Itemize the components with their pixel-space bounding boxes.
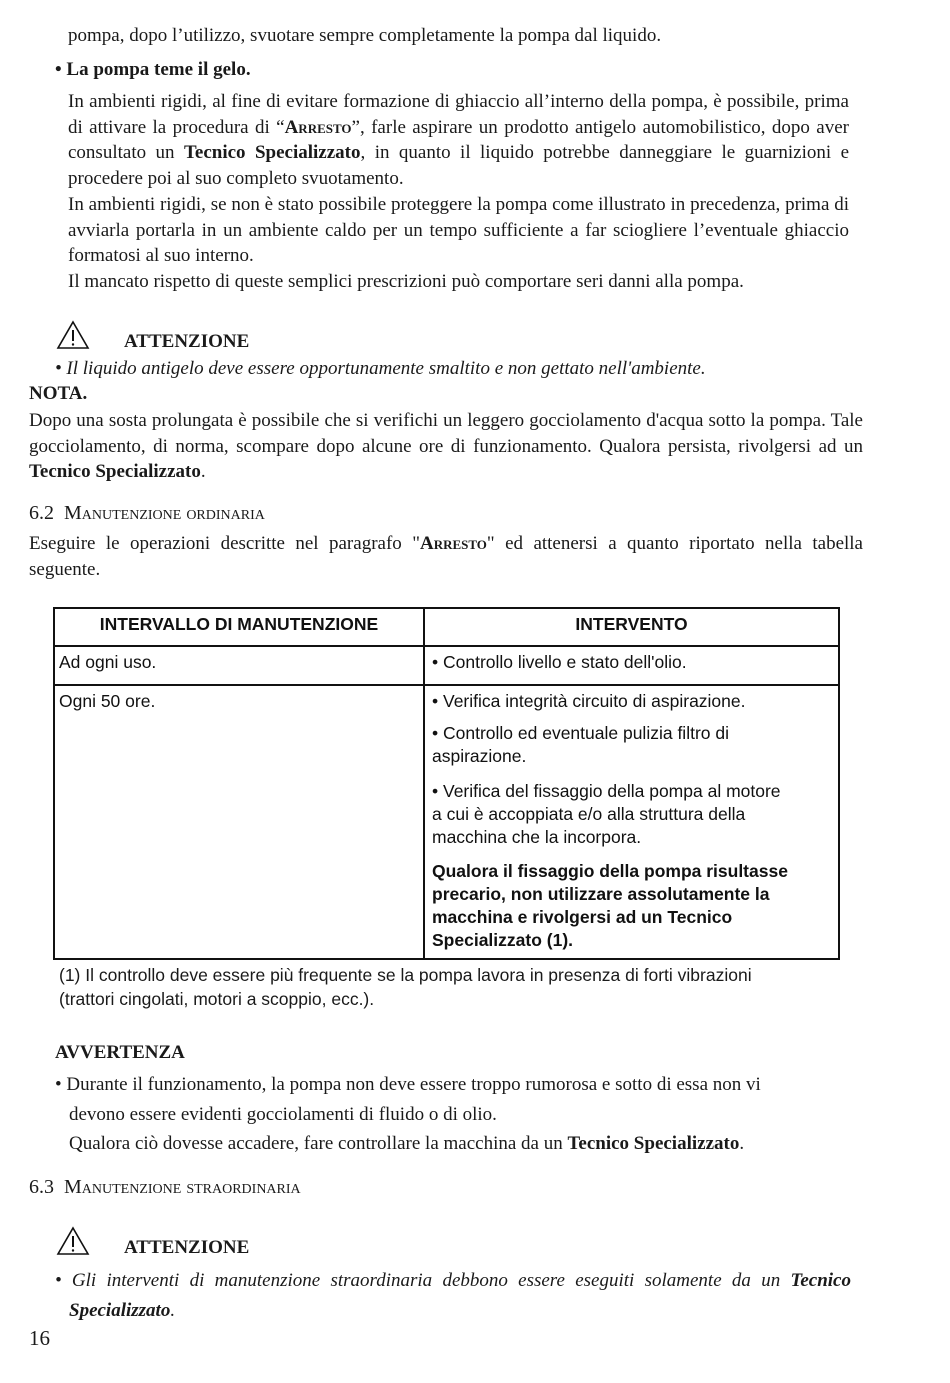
warning-line1: Qualora il fissaggio della pompa risultasse — [432, 861, 788, 881]
section-title: Manutenzione ordinaria — [64, 502, 265, 524]
att2-specializzato: Specializzato — [69, 1299, 171, 1321]
intro-paragraph-2: In ambienti rigidi, se non è stato possibile proteggere la pompa come illustrato in precedenza, prima di avviarla portarla in un ambiente caldo per un tempo sufficiente a far sciogliere l’eventuale ghiaccio formatosi al suo interno. — [68, 194, 849, 267]
warning-line3: macchina e rivolgersi ad un Tecnico — [432, 907, 733, 927]
att2-text-b: . — [170, 1299, 176, 1321]
section-6-3-heading — [29, 1176, 301, 1199]
avvertenza-line3-b: . — [739, 1133, 745, 1154]
section-title: Manutenzione straordinaria — [64, 1176, 301, 1198]
table-cell-row1-intervento: • Controllo livello e stato dell'olio. — [432, 652, 687, 672]
table-cell-row2-item1: • Verifica integrità circuito di aspirazione. — [432, 691, 746, 711]
section-number: 6.2 — [29, 502, 54, 524]
table-cell-row2-interval: Ogni 50 ore. — [59, 691, 156, 711]
avvertenza-line3-a: Qualora ciò dovesse accadere, fare controllare la macchina da un — [69, 1133, 568, 1154]
bullet-title: • La pompa teme il gelo. — [55, 59, 251, 80]
warning-triangle-icon — [56, 1226, 90, 1256]
att2-tecnico: Tecnico — [790, 1270, 851, 1291]
item3-line1: • Verifica del fissaggio della pompa al motore — [432, 781, 781, 801]
avvertenza-tecnico: Tecnico Specializzato — [567, 1133, 740, 1154]
avvertenza-title: AVVERTENZA — [55, 1042, 185, 1063]
p1-arresto: Arresto — [284, 116, 352, 138]
table-cell-row2-item2 — [426, 722, 729, 768]
table-cell-row2-item3 — [426, 780, 781, 849]
nota-text-a: Dopo una sosta prolungata è possibile che si verifichi un leggero gocciolamento d'acqua sotto la pompa. Tale gocciolamento, di norma, scompare dopo alcune ore di funzionamento. Qualora persista, rivolgersi ad un — [29, 410, 863, 457]
p1-tecnico: Tecnico Specializzato — [183, 142, 361, 164]
warning-line4: Specializzato (1). — [432, 930, 574, 950]
avvertenza-line2: devono essere evidenti gocciolamenti di fluido o di olio. — [69, 1103, 497, 1125]
attenzione-title: ATTENZIONE — [124, 331, 250, 352]
p1-text-a: In ambienti rigidi, al fine di evitare formazione di ghiaccio all’interno della pompa, è possibile, prima di attivare la procedura di “ — [68, 91, 849, 138]
intro-line: pompa, dopo l’utilizzo, svuotare sempre completamente la pompa dal liquido. — [68, 25, 662, 46]
intro-paragraph-3: Il mancato rispetto di queste semplici prescrizioni può comportare seri danni alla pompa. — [68, 271, 744, 292]
footnote-line1: (1) Il controllo deve essere più frequente se la pompa lavora in presenza di forti vibrazioni — [59, 965, 752, 985]
warning-line2: precario, non utilizzare assolutamente la — [432, 884, 770, 904]
attenzione-text: • Il liquido antigelo deve essere opportunamente smaltito e non gettato nell'ambiente. — [55, 358, 706, 379]
table-cell-row2-warning — [426, 860, 788, 952]
section-number: 6.3 — [29, 1176, 54, 1198]
avvertenza-text — [55, 1070, 865, 1159]
table-header-intervento: INTERVENTO — [575, 614, 688, 634]
nota-tecnico: Tecnico Specializzato — [29, 461, 201, 483]
att2-text-a: • Gli interventi di manutenzione straordinaria debbono essere eseguiti solamente da un — [55, 1270, 791, 1291]
table-header-interval: INTERVALLO DI MANUTENZIONE — [99, 614, 379, 634]
nota-text-b: . — [200, 461, 206, 483]
attenzione-text-2 — [55, 1266, 851, 1325]
item2-line1: • Controllo ed eventuale pulizia filtro di — [432, 723, 729, 743]
table-cell-row1-interval: Ad ogni uso. — [59, 652, 157, 672]
avvertenza-line3 — [55, 1129, 865, 1159]
footnote-line2: (trattori cingolati, motori a scoppio, ecc.). — [59, 989, 375, 1009]
page-number: 16 — [29, 1326, 50, 1350]
nota-title: NOTA. — [29, 383, 88, 404]
p1-text-b: ”, farle aspirare un prodotto antigelo automobilistico, dopo aver consultato un — [68, 116, 849, 164]
attenzione-title-2: ATTENZIONE — [124, 1237, 250, 1258]
s62-arresto: Arresto — [419, 533, 487, 554]
p1-text-c: , in quanto il liquido potrebbe danneggiare le guarnizioni e procedere poi al suo completo svuotamento. — [68, 142, 850, 190]
item3-line2: a cui è accoppiata e/o alla struttura della — [432, 804, 746, 824]
s62-text-b: " ed attenersi a quanto riportato nella tabella seguente. — [29, 533, 863, 580]
table-footnote — [59, 963, 752, 1011]
s62-text-a: Eseguire le operazioni descritte nel paragrafo " — [29, 533, 420, 554]
item2-line2: aspirazione. — [432, 746, 527, 766]
item3-line3: macchina che la incorpora. — [432, 827, 642, 847]
avvertenza-line1: • Durante il funzionamento, la pompa non deve essere troppo rumorosa e sotto di essa non vi — [55, 1074, 761, 1095]
